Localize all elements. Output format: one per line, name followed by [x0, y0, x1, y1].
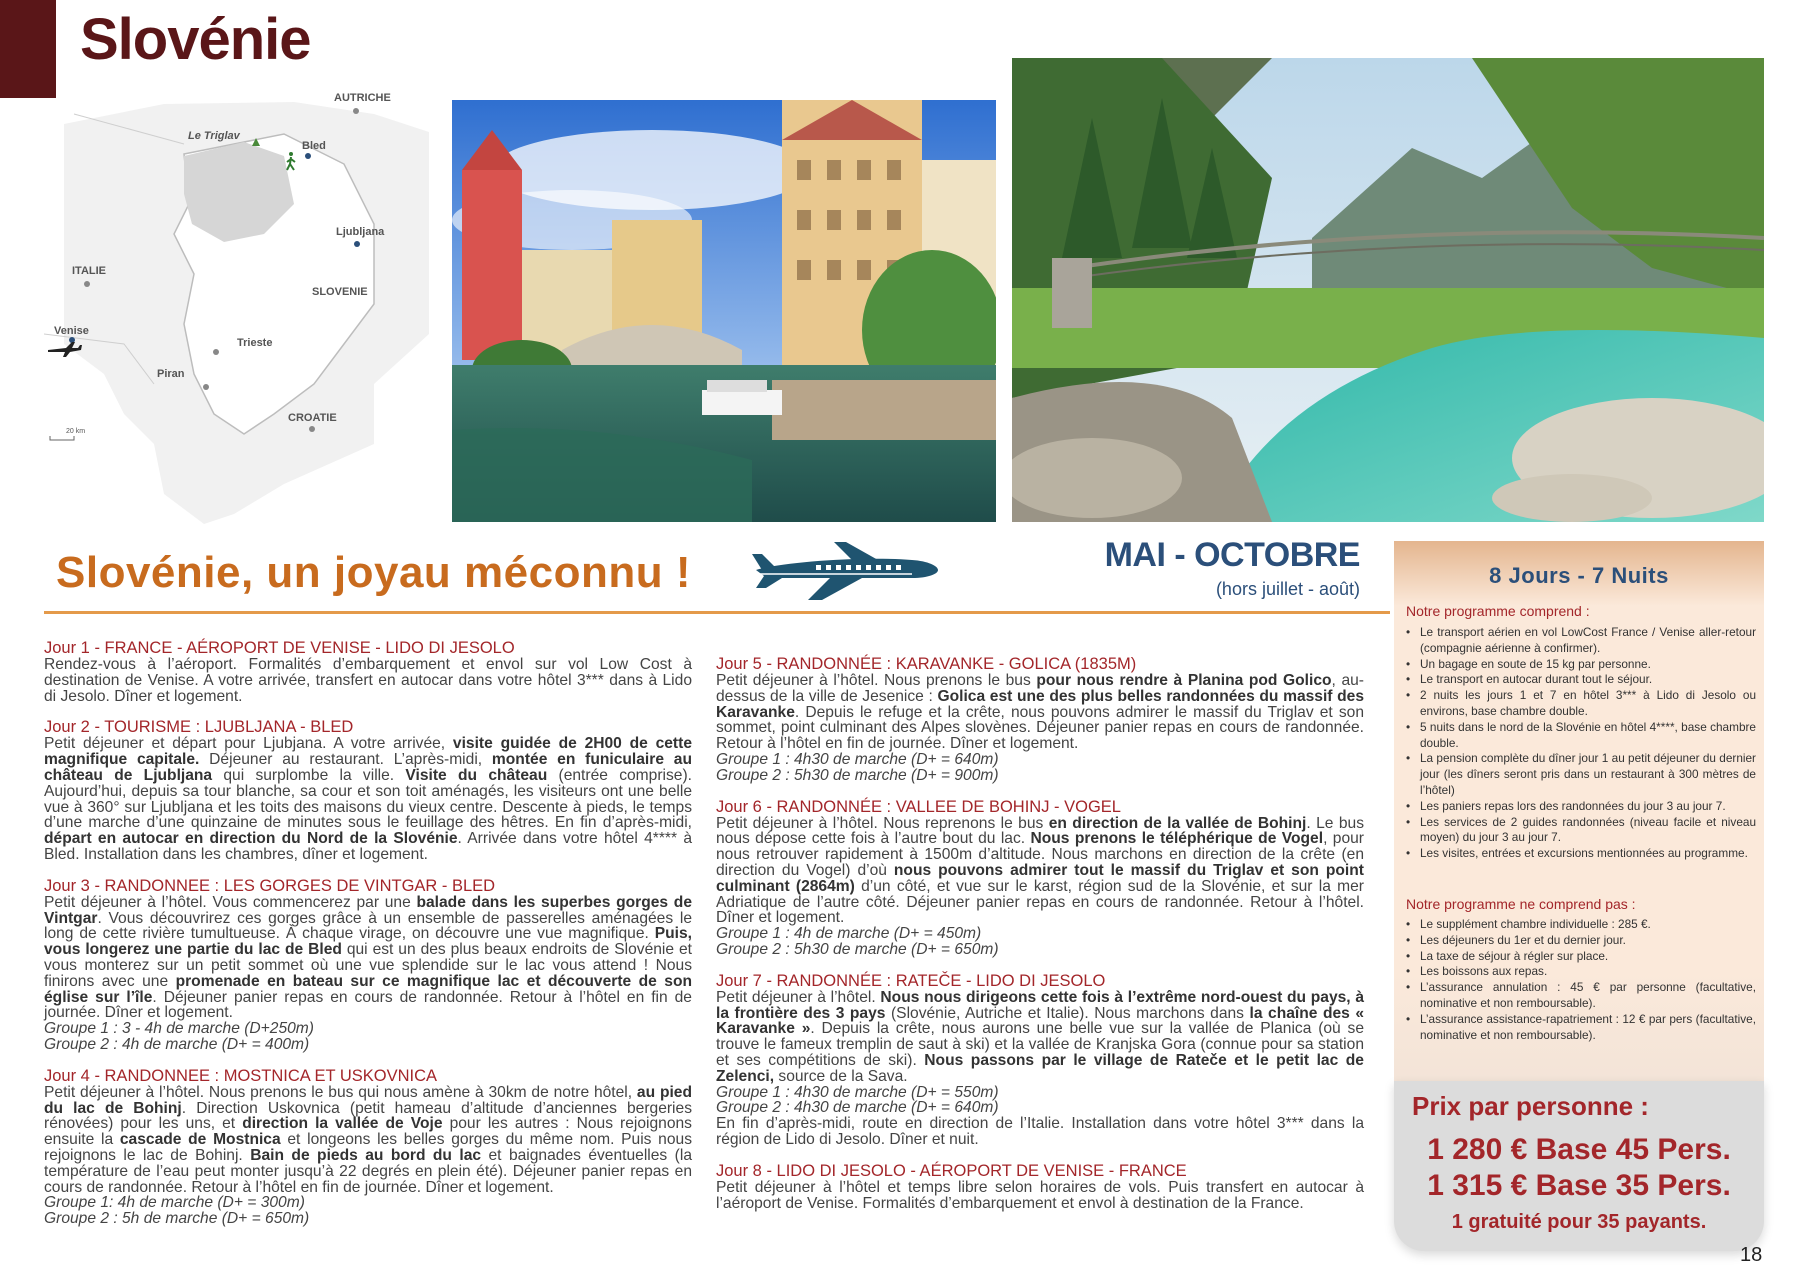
excludes-item: • L’assurance annulation : 45 € par personne (facultative, nominative et non remboursable).	[1406, 980, 1756, 1012]
ljubljana-photo	[452, 100, 996, 522]
body-text: qui est un des plus beaux endroits de Slovénie et vous monterez sur un petit sommet où une vue splendide sur le lac vous attend ! Nous finirons avec une	[44, 941, 692, 990]
season-exclusion: (hors juillet - août)	[1215, 579, 1360, 599]
body-text: . Depuis le refuge et la crête, nous pouvons admirer le massif du Triglav et son sommet, point culminant des Alpes slovènes. Déjeuner panier repas en cours de randonnée. Retour à l’hôtel en fin de journée. Dîner et logement.	[716, 703, 1364, 753]
body-text: (Slovénie, Autriche et Italie). Nous marchons dans	[885, 1004, 1250, 1022]
price-base-45: 1 280 € Base 45 Pers.	[1427, 1133, 1731, 1166]
highlight-text: Nous nous dirigeons cette fois à l’extrême nord-ouest du pays, à la frontière des 3 pays	[716, 988, 1364, 1022]
trip-duration: 8 Jours - 7 Nuits	[1489, 563, 1669, 588]
map-label-autriche: AUTRICHE	[334, 92, 391, 104]
body-text: source de la Sava.	[774, 1067, 908, 1085]
includes-item: • 2 nuits les jours 1 et 7 en hôtel 3*** à Lido di Jesolo ou environs, base chambre double.	[1406, 688, 1756, 720]
map-label-venise: Venise	[54, 325, 89, 337]
highlight-text: Nous passons par le village de Rateče et le petit lac de Zelenci,	[716, 1051, 1364, 1085]
group-info: Groupe 1 : 4h30 de marche (D+ = 550m)	[716, 1083, 999, 1101]
day-description	[44, 736, 692, 862]
day-title: Jour 2 - TOURISME : LJUBLJANA - BLED	[44, 718, 354, 737]
includes-item: • La pension complète du dîner jour 1 au petit déjeuner du dernier jour (les dîners seront pris dans un restaurant à 300 mètres de l’hôtel)	[1406, 751, 1756, 798]
body-text: Petit déjeuner à l’hôtel. Vous commencerez par une	[44, 893, 417, 911]
body-text: . Depuis la crête, nous aurons une belle vue sur la vallée de Planica (où se trouve le fameux tremplin de saut à ski) et la vallée de Kranjska Gora (connue pour sa station et ses compétitions de ski).	[716, 1020, 1364, 1069]
includes-item: • Les services de 2 guides randonnées (niveau facile et niveau moyen) du jour 3 au jour 7.	[1406, 815, 1756, 847]
price-free-note: 1 gratuité pour 35 payants.	[1451, 1211, 1707, 1233]
highlight-text: Bain de pieds au bord du lac	[250, 1146, 482, 1164]
inclusions-panel	[1394, 541, 1764, 1081]
day-description	[716, 673, 1364, 752]
body-text: Petit déjeuner à l’hôtel. Nous prenons le bus qui nous amène à 30km de notre hôtel,	[44, 1083, 637, 1101]
map-label-bled: Bled	[302, 140, 326, 152]
body-text: Petit déjeuner à l’hôtel et temps libre selon horaires de vols. Puis transfert en autocar à l’aéroport de Venise. Formalités d’embarquement et envol à destination de la France.	[716, 1178, 1364, 1212]
body-text: et longeons les belles gorges du même nom. Puis nous rejoignons le lac de Bohinj.	[44, 1131, 692, 1164]
body-text: , pour nous retrouver rapidement à 1500m d’altitude. Nous marchons en direction de la crête (en direction du Vogel) d’où	[716, 830, 1364, 879]
day-block	[716, 656, 1364, 784]
map-label-triglav: Le Triglav	[188, 130, 240, 142]
excludes-item: • La taxe de séjour à régler sur place.	[1406, 949, 1756, 965]
highlight-text: Visite du château	[405, 766, 548, 784]
body-text: pour les autres : Nous rejoignons ensuite la	[44, 1115, 692, 1149]
day-block	[44, 1068, 692, 1227]
day-title: Jour 7 - RANDONNÉE : RATEČE - LIDO DI JESOLO	[716, 971, 1106, 990]
highlight-text: pour nous rendre à Planina pod Golico	[1036, 672, 1332, 689]
section-divider	[44, 611, 1390, 614]
body-text: Petit déjeuner à l’hôtel.	[716, 988, 881, 1006]
slovenia-map	[44, 84, 429, 524]
day-title: Jour 1 - FRANCE - AÉROPORT DE VENISE - LIDO DI JESOLO	[44, 639, 515, 657]
includes-title: Notre programme comprend :	[1406, 603, 1590, 619]
group-info: Groupe 2 : 4h30 de marche (D+ = 640m)	[716, 1099, 999, 1117]
body-text: , au-dessus de la ville de Jesenice :	[716, 672, 1365, 705]
highlight-text: nous pouvons admirer tout le massif du Triglav et son point culminant (2864m)	[716, 861, 1364, 895]
body-text: Déjeuner au restaurant. L’après-midi,	[199, 751, 492, 769]
day-description	[716, 1180, 1364, 1212]
map-label-italie: ITALIE	[72, 265, 107, 277]
day-block	[716, 1163, 1364, 1212]
map-scale: 20 km	[66, 428, 86, 435]
group-info: Groupe 2 : 5h30 de marche (D+ = 900m)	[716, 766, 999, 784]
body-text: qui surplombe la ville.	[212, 766, 406, 784]
highlight-text: direction la vallée de Voje	[242, 1115, 443, 1133]
body-text: . Arrivée dans votre hôtel 4**** à Bled. Installation dans les chambres, dîner et logement.	[44, 830, 692, 863]
body-text: d’un côté, et vue sur le karst, région sud de la Slovénie, et sur la mer Adriatique de l’autre côté. Déjeuner panier repas en cours de randonnée. Retour à l’hôtel. Dîner et logement.	[716, 877, 1364, 927]
price-box	[1394, 1081, 1764, 1251]
group-info: Groupe 2 : 4h de marche (D+ = 400m)	[44, 1035, 310, 1053]
body-text: . Vous découvrirez ces gorges grâce à un ensemble de passerelles aménagées le long de cette rivière tumultueuse. À chaque virage, on découvre une vue magnifique.	[44, 909, 692, 943]
map-label-slovenie: SLOVENIE	[312, 286, 368, 298]
map-label-piran: Piran	[157, 368, 185, 380]
day-title: Jour 4 - RANDONNEE : MOSTNICA ET USKOVNICA	[44, 1066, 438, 1085]
day-title: Jour 3 - RANDONNEE : LES GORGES DE VINTGAR - BLED	[44, 876, 496, 895]
group-info: Groupe 1 : 3 - 4h de marche (D+250m)	[44, 1020, 314, 1038]
map-label-croatie: CROATIE	[288, 412, 337, 424]
excludes-item: • Les déjeuners du 1er et du dernier jour.	[1406, 933, 1756, 949]
itinerary-column-middle	[716, 656, 1364, 1226]
highlight-text: en direction de la vallée de Bohinj	[1048, 814, 1307, 832]
excludes-item: • Le supplément chambre individuelle : 285 €.	[1406, 917, 1756, 933]
highlight-text: Golica est une des plus belles randonnées du massif des Karavanke	[716, 687, 1365, 721]
body-text: et baignades éventuelles (la température de l’eau peut monter jusqu’à 22 degrés en plein été). Déjeuner panier repas en cours de randonnée. Retour à l’hôtel en fin de journée. Dîner et logement.	[44, 1146, 692, 1196]
excludes-item: • Les boissons aux repas.	[1406, 964, 1756, 980]
day-block	[44, 719, 692, 862]
excludes-list	[1406, 917, 1756, 1043]
day-block	[716, 973, 1364, 1148]
excludes-item: • L’assurance assistance-rapatriement : 12 € par pers (facultative, nominative et non remboursable).	[1406, 1012, 1756, 1044]
map-label-trieste: Trieste	[237, 337, 273, 349]
body-text: . Le bus nous dépose cette fois à l’autre bout du lac.	[716, 814, 1364, 848]
day-description	[716, 816, 1364, 927]
river-valley-photo	[1012, 58, 1764, 522]
highlight-text: départ en autocar en direction du Nord de la Slovénie	[44, 830, 458, 848]
includes-item: • Les visites, entrées et excursions mentionnées au programme.	[1406, 846, 1756, 862]
day-description	[44, 1085, 692, 1196]
day-description	[716, 990, 1364, 1085]
body-text: . Direction Uskovnica (petit hameau d’altitude d’anciennes bergeries rénovées) pour les uns, et	[44, 1099, 692, 1133]
highlight-text: cascade de Mostnica	[119, 1131, 281, 1149]
day-description	[44, 657, 692, 704]
day-title: Jour 8 - LIDO DI JESOLO - AÉROPORT DE VENISE - FRANCE	[716, 1161, 1187, 1180]
highlight-text: Nous prenons le téléphérique de Vogel	[1030, 830, 1324, 848]
body-text: (entrée comprise). Aujourd’hui, depuis sa tour blanche, sa cour et son toit aménagés, les visiteurs ont une belle vue à 360° sur Ljubljana et les toits des maisons du vieux centre. Descente à pieds, le temps d’une marche d’une quinzaine de minutes sous le feuillage des hêtres. En fin d’après-midi,	[44, 766, 692, 832]
plane-icon	[742, 540, 942, 602]
includes-item: • Les paniers repas lors des randonnées du jour 3 au jour 7.	[1406, 799, 1756, 815]
body-text: Petit déjeuner à l’hôtel. Nous prenons le bus	[716, 672, 1037, 689]
group-info: Groupe 2 : 5h30 de marche (D+ = 650m)	[716, 940, 999, 958]
excludes-title: Notre programme ne comprend pas :	[1406, 896, 1636, 912]
body-text: Rendez-vous à l’aéroport. Formalités d’embarquement et envol sur vol Low Cost à destination de Venise. A votre arrivée, transfert en autocar dans votre hôtel 3*** dans à Lido di Jesolo. Dîner et logement.	[44, 656, 692, 705]
highlight-text: visite guidée de 2H00 de cette magnifique capitale.	[44, 735, 692, 769]
day-title: Jour 5 - RANDONNÉE : KARAVANKE - GOLICA (1835M)	[716, 655, 1137, 673]
highlight-text: au pied du lac de Bohinj	[44, 1083, 692, 1117]
group-info: Groupe 2 : 5h de marche (D+ = 650m)	[44, 1210, 310, 1228]
group-info: Groupe 1 : 4h30 de marche (D+ = 640m)	[716, 750, 999, 768]
trip-info-sidebar	[1394, 541, 1764, 1241]
trip-headline: Slovénie, un joyau méconnu !	[56, 548, 691, 597]
page-title: Slovénie	[80, 7, 311, 72]
includes-item: • Le transport aérien en vol LowCost France / Venise aller-retour (compagnie aérienne à confirmer).	[1406, 625, 1756, 657]
group-info: Groupe 1 : 4h de marche (D+ = 450m)	[716, 925, 982, 943]
highlight-text: balade dans les superbes gorges de Vintgar	[44, 893, 692, 927]
price-base-35: 1 315 € Base 35 Pers.	[1427, 1169, 1731, 1202]
body-text: Petit déjeuner à l’hôtel. Nous reprenons le bus	[716, 814, 1049, 832]
includes-item: • Le transport en autocar durant tout le séjour.	[1406, 672, 1756, 688]
season-months: MAI - OCTOBRE	[1104, 536, 1360, 574]
day-title: Jour 6 - RANDONNÉE : VALLEE DE BOHINJ - VOGEL	[716, 797, 1121, 816]
day-block	[44, 640, 692, 704]
highlight-text: la chaîne des « Karavanke »	[716, 1004, 1365, 1038]
page-number: 18	[1740, 1244, 1763, 1266]
highlight-text: Puis, vous longerez une partie du lac de Bled	[44, 925, 692, 959]
day-after-text: En fin d’après-midi, route en direction de l’Italie. Installation dans votre hôtel 3*** dans la région de Lido di Jesolo. Dîner et nuit.	[716, 1115, 1364, 1148]
day-block	[44, 878, 692, 1053]
includes-list	[1406, 625, 1756, 862]
body-text: Petit déjeuner et départ pour Ljubjana. A votre arrivée,	[44, 735, 453, 753]
day-description	[44, 895, 692, 1021]
highlight-text: promenade en bateau sur ce magnifique lac et découverte de son église sur l’île	[44, 972, 692, 1006]
price-title: Prix par personne :	[1412, 1091, 1649, 1121]
group-info: Groupe 1: 4h de marche (D+ = 300m)	[44, 1194, 305, 1212]
includes-item: • Un bagage en soute de 15 kg par personne.	[1406, 657, 1756, 673]
map-label-ljubljana: Ljubljana	[336, 226, 385, 238]
season-block	[1040, 536, 1360, 600]
itinerary-column-left	[44, 640, 692, 1242]
day-block	[716, 799, 1364, 958]
highlight-text: montée en funiculaire au château de Ljubljana	[44, 751, 692, 784]
body-text: . Déjeuner panier repas en cours de randonnée. Retour à l’hôtel en fin de journée. Dîner et logement.	[44, 988, 692, 1022]
includes-item: • 5 nuits dans le nord de la Slovénie en hôtel 4****, base chambre double.	[1406, 720, 1756, 752]
